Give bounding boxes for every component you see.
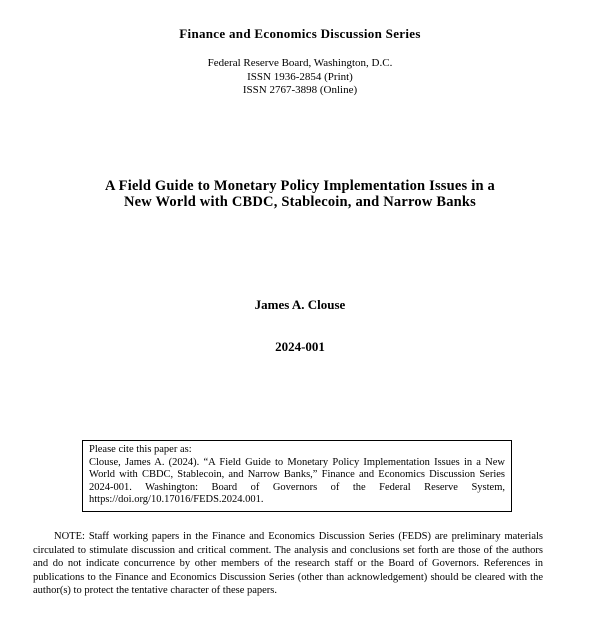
paper-title [0, 179, 600, 210]
paper-number: 2024-001 [275, 339, 325, 354]
citation-text: Clouse, James A. (2024). “A Field Guide to Monetary Policy Implementation Issues in a New World with CBDC, Stablecoin, and Narrow Banks,” Finance and Economics Discussion Series 2024-001. Washington: Board of Governors of the Federal Reserve System, https://doi.org/10.17016/FEDS.2024.001. [89, 456, 505, 506]
series-title: Finance and Economics Discussion Series [179, 26, 421, 41]
paper-title-line-1: A Field Guide to Monetary Policy Implementation Issues in a [104, 178, 495, 194]
note-paragraph: NOTE: Staff working papers in the Finance and Economics Discussion Series (FEDS) are preliminary materials circulated to stimulate discussion and critical comment. The analysis and conclusions set forth are those of the authors and do not indicate concurrence by other members of the research staff or the Board of Governors. References in publications to the Finance and Economics Discussion Series (other than acknowledgement) should be cleared with the author(s) to protect the tentative character of these papers. [33, 531, 543, 597]
masthead [0, 26, 600, 98]
institution-line: Federal Reserve Board, Washington, D.C. [207, 57, 393, 69]
author-name: James A. Clouse [254, 297, 346, 312]
paper-title-line-2: New World with CBDC, Stablecoin, and Narrow Banks [123, 193, 477, 210]
issn-print-line: ISSN 1936-2854 (Print) [247, 70, 353, 83]
citation-label: Please cite this paper as: [89, 444, 192, 455]
issn-online-line: ISSN 2767-3898 (Online) [242, 84, 358, 97]
citation-box [82, 440, 512, 512]
